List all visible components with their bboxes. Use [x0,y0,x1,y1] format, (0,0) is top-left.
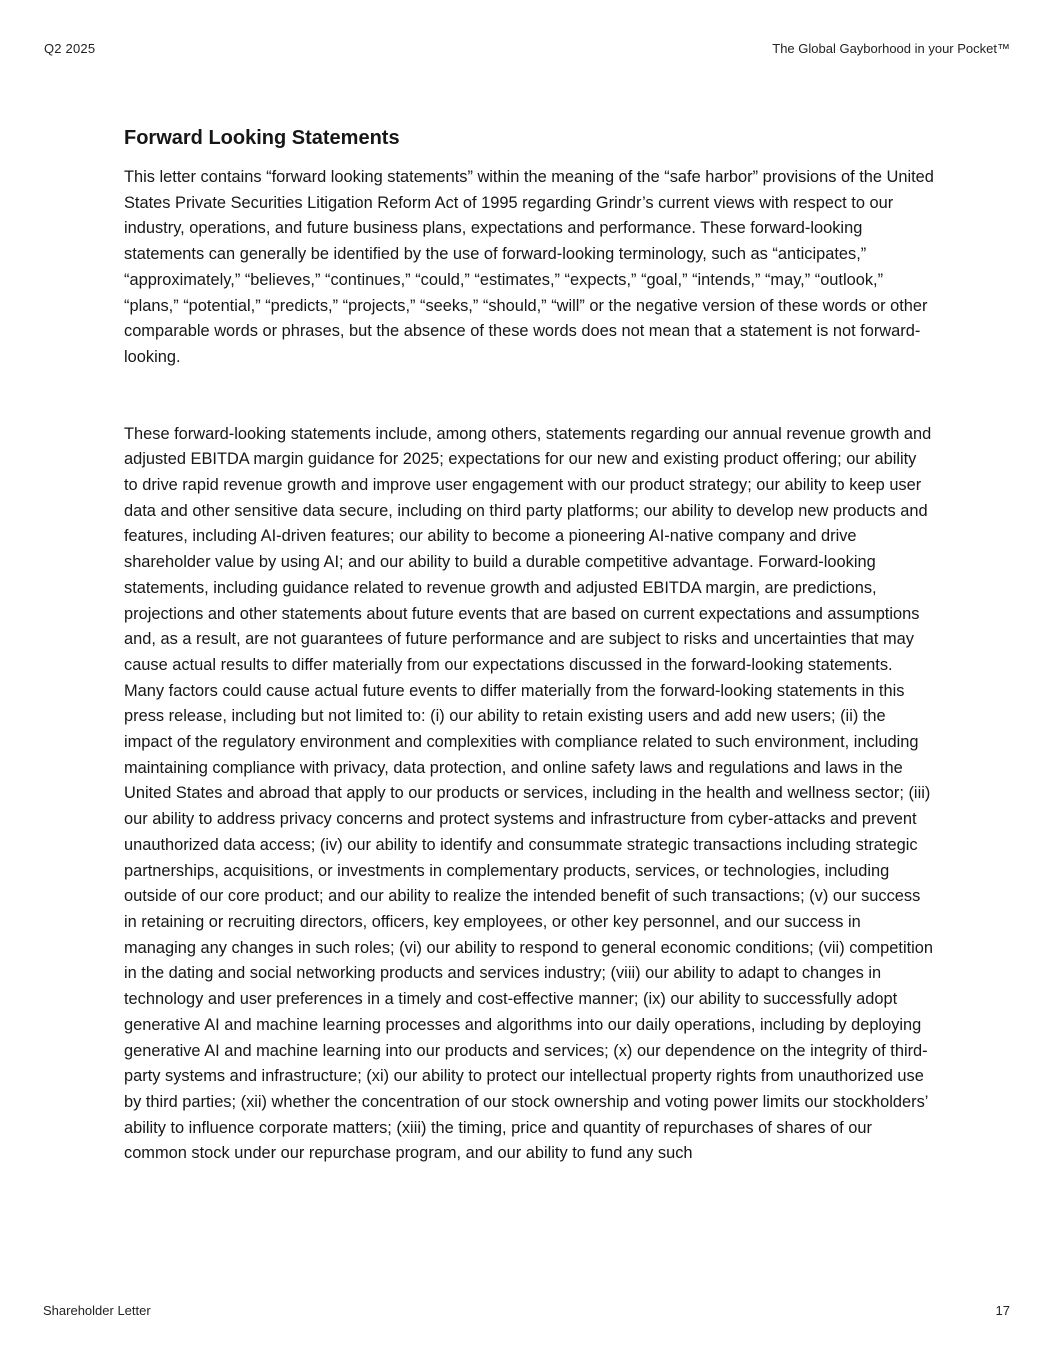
section-title: Forward Looking Statements [124,127,400,149]
paragraph-spacer [124,371,934,422]
footer-document-name: Shareholder Letter [43,1303,151,1318]
main-content [124,124,934,1167]
paragraph-risk-factors: These forward-looking statements include, among others, statements regarding our annual revenue growth and adjusted EBITDA margin guidance for 2025; expectations for our new and existing product offering; our ability to drive rapid revenue growth and improve user engagement with our product strategy; our ability to keep user data and other sensitive data secure, including on third party platforms; our ability to develop new products and features, including AI-driven features; our ability to become a pioneering AI-native company and drive shareholder value by using AI; and our ability to build a durable competitive advantage. Forward-looking statements, including guidance related to revenue growth and adjusted EBITDA margin, are predictions, projections and other statements about future events that are based on current expectations and assumptions and, as a result, are not guarantees of future performance and are subject to risks and uncertainties that may cause actual results to differ materially from our expectations discussed in the forward-looking statements. Many factors could cause actual future events to differ materially from the forward-looking statements in this press release, including but not limited to: (i) our ability to retain existing users and add new users; (ii) the impact of the regulatory environment and complexities with compliance related to such environment, including maintaining compliance with privacy, data protection, and online safety laws and regulations and laws in the United States and abroad that apply to our products or services, including in the health and wellness sector; (iii) our ability to address privacy concerns and protect systems and infrastructure from cyber-attacks and prevent unauthorized data access; (iv) our ability to identify and consummate strategic transactions including strategic partnerships, acquisitions, or investments in complementary products, services, or technologies, including outside of our core product; and our ability to realize the intended benefit of such transactions; (v) our success in retaining or recruiting directors, officers, key employees, or other key personnel, and our success in managing any changes in such roles; (vi) our ability to respond to general economic conditions; (vii) competition in the dating and social networking products and services industry; (viii) our ability to adapt to changes in technology and user preferences in a timely and cost-effective manner; (ix) our ability to successfully adopt generative AI and machine learning processes and algorithms into our daily operations, including by deploying generative AI and machine learning into our products and services; (x) our dependence on the integrity of third-party systems and infrastructure; (xi) our ability to protect our intellectual property rights from unauthorized use by third parties; (xii) whether the concentration of our stock ownership and voting power limits our stockholders’ ability to influence corporate matters; (xiii) the timing, price and quantity of repurchases of shares of our common stock under our repurchase program, and our ability to fund any such [124,424,934,1163]
paragraph-intro: This letter contains “forward looking statements” within the meaning of the “safe harbor” provisions of the United States Private Securities Litigation Reform Act of 1995 regarding Grindr’s current views with respect to our industry, operations, and future business plans, expectations and performance. These forward-looking statements can generally be identified by the use of forward-looking terminology, such as “anticipates,” “approximately,” “believes,” “continues,” “could,” “estimates,” “expects,” “goal,” “intends,” “may,” “outlook,” “plans,” “potential,” “predicts,” “projects,” “seeks,” “should,” “will” or the negative version of these words or other comparable words or phrases, but the absence of these words does not mean that a statement is not forward-looking. [124,168,934,366]
header-tagline: The Global Gayborhood in your Pocket™ [772,41,1010,56]
header-period: Q2 2025 [44,41,96,56]
footer-page-number: 17 [995,1303,1010,1318]
